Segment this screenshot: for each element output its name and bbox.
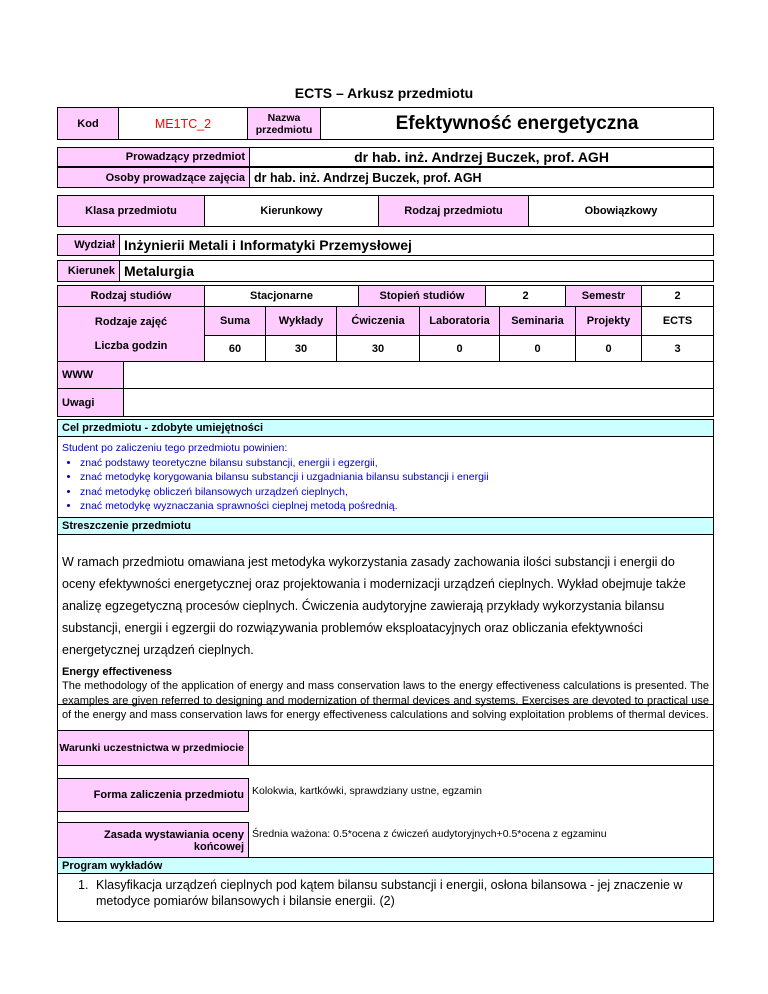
osoby-value: dr hab. inż. Andrzej Buczek, prof. AGH — [249, 167, 714, 188]
stopien-studiow-value: 2 — [485, 285, 566, 307]
skill-item: • znać podstawy teoretyczne bilansu substancji, energii i egzergii, — [80, 456, 713, 471]
rodzaj-przedmiotu-value: Obowiązkowy — [528, 195, 714, 227]
forma-label: Forma zaliczenia przedmiotu — [57, 778, 249, 812]
hours-value-ects: 3 — [641, 335, 714, 362]
wydzial-label: Wydział — [57, 234, 120, 256]
program-item — [78, 877, 709, 909]
skill-item: • znać metodykę wyznaczania sprawności cieplnej metodą pośrednią. — [80, 499, 713, 514]
program-item-text: Klasyfikacja urządzeń cieplnych pod kątem bilansu substancji i energii, osłona bilansowa - jej znaczenie w metodyce pomiarów bilansowych i bilansie energii. (2) — [96, 878, 683, 908]
rodzaj-studiow-value: Stacjonarne — [204, 285, 359, 307]
kierunek-label: Kierunek — [57, 260, 120, 282]
hours-header-wyklady: Wykłady — [265, 306, 337, 336]
forma-value: Kolokwia, kartkówki, sprawdziany ustne, egzamin — [252, 785, 482, 797]
uwagi-label: Uwagi — [57, 388, 124, 417]
hours-value-projekty: 0 — [575, 335, 642, 362]
streszczenie-label: Streszczenie przedmiotu — [57, 517, 714, 535]
summary-pl: W ramach przedmiotu omawiana jest metodyka wykorzystania zasady zachowania ilości substancji i energii do oceny efektywności energetycznej oraz projektowania i modernizacji urządzeń cieplnych. Wykład obejmuje także analizę egzegetyczną procesów cieplnych. Ćwiczenia audytoryjne zawierają przykłady wykorzystania bilansu substancji, energii i egzergii do rozwiązywania problemów eksploatacyjnych oraz obliczania efektywności energetycznej urządzeń cieplnych. — [62, 555, 686, 657]
warunki-value — [248, 730, 714, 766]
document-title: ECTS – Arkusz przedmiotu — [294, 85, 474, 101]
hours-header-ects: ECTS — [641, 306, 714, 336]
zasada-label: Zasada wystawiania oceny końcowej — [57, 822, 249, 860]
www-label: WWW — [57, 361, 124, 389]
hours-value-cwiczenia: 30 — [336, 335, 420, 362]
skill-item: • znać metodykę korygowania bilansu substancji i uzgadniania bilansu substancji i energii — [80, 470, 713, 485]
zasada-value: Średnia ważona: 0.5*ocena z ćwiczeń audytoryjnych+0.5*ocena z egzaminu — [252, 828, 607, 840]
hours-value-wyklady: 30 — [265, 335, 337, 362]
hours-value-seminaria: 0 — [499, 335, 576, 362]
skills-list — [62, 456, 713, 514]
nazwa-label: Nazwa przedmiotu — [247, 107, 321, 140]
hours-header-suma: Suma — [204, 306, 266, 336]
nazwa-value: Efektywność energetyczna — [320, 107, 714, 140]
cel-intro: Student po zaliczeniu tego przedmiotu powinien: — [62, 442, 288, 454]
skill-item: • znać metodykę obliczeń bilansowych urządzeń cieplnych, — [80, 485, 713, 500]
klasa-label: Klasa przedmiotu — [57, 195, 205, 227]
program-item-number: 1. — [78, 878, 89, 892]
hours-value-suma: 60 — [204, 335, 266, 362]
kod-label: Kod — [57, 107, 119, 140]
summary-en-title: Energy effectiveness — [62, 666, 173, 678]
prowadzacy-label: Prowadzący przedmiot — [57, 147, 250, 167]
rodzaje-zajec-label: Rodzaje zajęć Liczba godzin — [57, 306, 205, 362]
rodzaj-studiow-label: Rodzaj studiów — [57, 285, 205, 307]
hours-value-laboratoria: 0 — [419, 335, 500, 362]
warunki-label: Warunki uczestnictwa w przedmiocie — [57, 730, 249, 766]
program-label: Program wykładów — [57, 857, 714, 874]
hours-header-laboratoria: Laboratoria — [419, 306, 500, 336]
program-content — [57, 874, 714, 922]
cel-content — [57, 437, 714, 518]
hours-header-cwiczenia: Ćwiczenia — [336, 306, 420, 336]
streszczenie-content — [57, 535, 714, 721]
stopien-studiow-label: Stopień studiów — [358, 285, 486, 307]
hours-header-projekty: Projekty — [575, 306, 642, 336]
kod-value: ME1TC_2 — [118, 107, 248, 140]
semestr-label: Semestr — [565, 285, 642, 307]
summary-en: The methodology of the application of energy and mass conservation laws to the energy effectiveness calculations is presented. The examples are given referred to designing and modernization of thermal devices and systems. Exercises are devoted to practical use of the energy and mass conservation laws for energy effectiveness calculations and solving exploitation problems of thermal devices. — [62, 680, 709, 721]
www-value — [123, 361, 714, 389]
kierunek-value: Metalurgia — [119, 260, 714, 282]
klasa-value: Kierunkowy — [204, 195, 379, 227]
osoby-label: Osoby prowadzące zajęcia — [57, 167, 250, 188]
wydzial-value: Inżynierii Metali i Informatyki Przemysłowej — [119, 234, 714, 256]
cel-label: Cel przedmiotu - zdobyte umiejętności — [57, 419, 714, 437]
rodzaj-przedmiotu-label: Rodzaj przedmiotu — [378, 195, 529, 227]
uwagi-value — [123, 388, 714, 417]
semestr-value: 2 — [641, 285, 714, 307]
prowadzacy-value: dr hab. inż. Andrzej Buczek, prof. AGH — [249, 147, 714, 167]
hours-header-seminaria: Seminaria — [499, 306, 576, 336]
